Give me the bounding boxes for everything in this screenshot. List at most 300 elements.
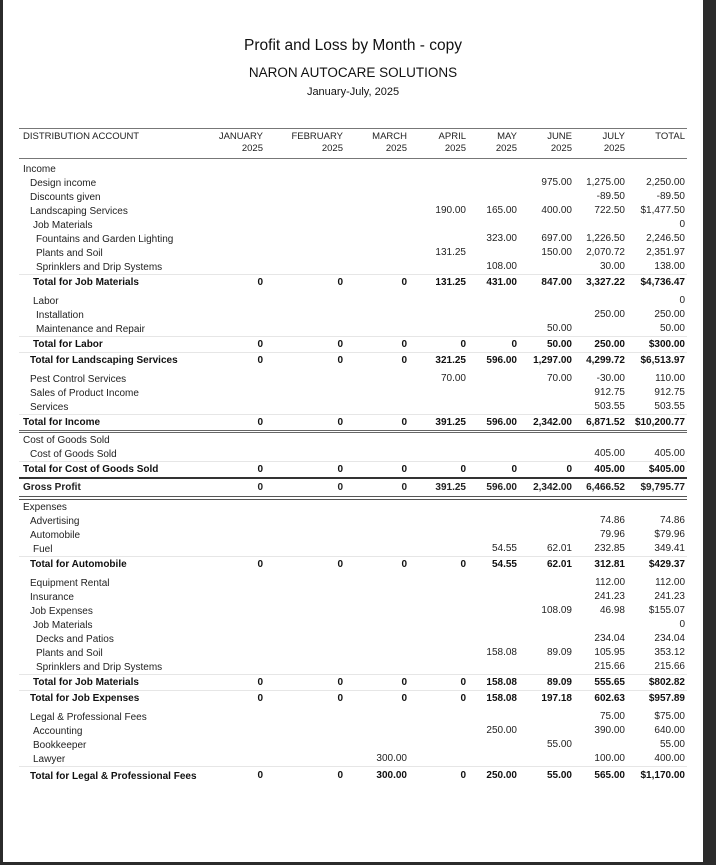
amount-cell [203, 528, 265, 542]
account-row [19, 514, 687, 528]
amount-cell[interactable]: 158.08 [468, 675, 519, 691]
amount-cell [265, 738, 345, 752]
account-name[interactable]: Job Expenses [30, 605, 93, 617]
amount-cell [345, 246, 409, 260]
amount-cell[interactable]: 232.85 [594, 543, 625, 554]
amount-cell [468, 604, 519, 618]
amount-cell[interactable]: 89.09 [519, 675, 574, 691]
amount-cell[interactable]: $10,200.77 [627, 415, 687, 432]
amount-cell [519, 572, 574, 590]
amount-cell: 0 [203, 767, 265, 785]
account-name[interactable]: Discounts given [30, 191, 101, 203]
amount-cell [265, 386, 345, 400]
amount-cell[interactable]: 215.66 [594, 661, 625, 672]
amount-cell[interactable]: 79.96 [599, 529, 625, 540]
amount-cell: 0 [679, 295, 685, 306]
amount-cell: 0 [409, 691, 468, 707]
account-name[interactable]: Sales of Product Income [30, 387, 139, 399]
column-header-april[interactable]: APRIL 2025 [409, 129, 468, 159]
amount-cell [519, 706, 574, 724]
amount-cell[interactable]: 596.00 [468, 478, 519, 498]
amount-cell [409, 176, 468, 190]
amount-cell[interactable]: -89.50 [596, 191, 625, 202]
amount-cell[interactable]: 112.00 [595, 577, 625, 588]
amount-cell[interactable]: 975.00 [541, 177, 572, 188]
amount-cell[interactable]: 241.23 [594, 591, 625, 602]
account-name[interactable]: Fuel [33, 543, 53, 555]
amount-cell: 0 [265, 415, 345, 432]
section-header-row [19, 432, 687, 448]
amount-cell [519, 432, 574, 448]
amount-cell [409, 752, 468, 767]
amount-cell: 0 [265, 767, 345, 785]
amount-cell[interactable]: $6,513.97 [627, 353, 687, 369]
amount-cell: 0 [345, 675, 409, 691]
amount-cell: 0 [203, 478, 265, 498]
amount-cell [468, 514, 519, 528]
amount-cell[interactable]: 250.00 [574, 337, 627, 353]
amount-cell[interactable]: -89.50 [656, 191, 685, 202]
amount-cell[interactable]: 565.00 [574, 767, 627, 785]
amount-cell[interactable]: 89.09 [546, 647, 572, 658]
amount-cell [468, 246, 519, 260]
amount-cell[interactable]: 912.75 [654, 387, 685, 398]
amount-cell [203, 322, 265, 337]
amount-cell[interactable]: 2,342.00 [519, 415, 574, 432]
amount-cell[interactable]: 250.00 [594, 309, 625, 320]
amount-cell [345, 738, 409, 752]
amount-cell[interactable]: 55.00 [519, 767, 574, 785]
amount-cell[interactable]: $155.07 [648, 605, 685, 616]
amount-cell[interactable]: 105.95 [594, 647, 625, 658]
amount-cell[interactable]: 234.04 [654, 633, 685, 644]
account-name[interactable]: Plants and Soil [36, 247, 103, 259]
profit-loss-table [19, 128, 687, 784]
amount-cell [468, 660, 519, 675]
account-name[interactable]: Bookkeeper [33, 739, 87, 751]
amount-cell[interactable]: 158.08 [486, 647, 517, 658]
amount-cell[interactable]: 62.01 [546, 543, 572, 554]
amount-cell [627, 159, 687, 177]
amount-cell[interactable]: $9,795.77 [627, 478, 687, 498]
amount-cell[interactable]: 54.55 [491, 543, 517, 554]
amount-cell: 0 [345, 691, 409, 707]
amount-cell[interactable]: 390.00 [594, 725, 625, 736]
amount-cell[interactable]: 241.23 [654, 591, 685, 602]
amount-cell [265, 646, 345, 660]
account-row [19, 190, 687, 204]
account-name[interactable]: Maintenance and Repair [36, 323, 145, 335]
amount-cell [468, 159, 519, 177]
account-name: Total for Job Materials [19, 275, 203, 291]
amount-cell[interactable]: 100.00 [594, 753, 625, 764]
amount-cell[interactable]: 215.66 [654, 661, 685, 672]
amount-cell [345, 322, 409, 337]
amount-cell [519, 660, 574, 675]
amount-cell [409, 260, 468, 275]
amount-cell [203, 590, 265, 604]
amount-cell [345, 572, 409, 590]
amount-cell[interactable]: 847.00 [519, 275, 574, 291]
amount-cell [409, 322, 468, 337]
amount-cell[interactable]: 2,250.00 [646, 177, 685, 188]
amount-cell: 0 [203, 275, 265, 291]
account-name[interactable]: Accounting [33, 725, 83, 737]
account-name[interactable]: Installation [36, 309, 84, 321]
amount-cell[interactable]: 108.00 [486, 261, 517, 272]
amount-cell[interactable]: 150.00 [541, 247, 572, 258]
column-header-january[interactable]: JANUARY 2025 [203, 129, 265, 159]
account-row [19, 706, 687, 724]
amount-cell[interactable]: 312.81 [574, 557, 627, 573]
amount-cell [574, 738, 627, 752]
amount-cell[interactable]: 54.55 [468, 557, 519, 573]
amount-cell[interactable]: 596.00 [468, 415, 519, 432]
amount-cell [409, 447, 468, 462]
amount-cell [265, 368, 345, 386]
total-row [19, 675, 687, 691]
amount-cell [265, 260, 345, 275]
amount-cell [468, 706, 519, 724]
amount-cell[interactable]: 300.00 [376, 753, 407, 764]
account-name[interactable]: Labor [33, 295, 59, 307]
amount-cell [519, 752, 574, 767]
amount-cell[interactable]: 50.00 [659, 323, 685, 334]
amount-cell [409, 572, 468, 590]
amount-cell [409, 646, 468, 660]
account-name: Total for Job Expenses [19, 691, 203, 707]
account-name: Gross Profit [19, 478, 203, 498]
amount-cell [345, 368, 409, 386]
amount-cell [468, 432, 519, 448]
amount-cell[interactable]: 400.00 [541, 205, 572, 216]
amount-cell: 0 [265, 557, 345, 573]
account-name: Total for Automobile [19, 557, 203, 573]
amount-cell[interactable]: 321.25 [409, 353, 468, 369]
amount-cell[interactable]: 70.00 [440, 373, 466, 384]
amount-cell [409, 618, 468, 632]
amount-cell: 0 [265, 462, 345, 479]
amount-cell[interactable]: 131.25 [435, 247, 466, 258]
amount-cell [203, 308, 265, 322]
amount-cell[interactable]: 131.25 [409, 275, 468, 291]
amount-cell: 0 [265, 353, 345, 369]
total-row [19, 557, 687, 573]
amount-cell [203, 572, 265, 590]
account-name[interactable]: Job Materials [33, 219, 93, 231]
amount-cell [203, 498, 265, 514]
amount-cell[interactable]: $1,477.50 [640, 205, 685, 216]
account-row [19, 368, 687, 386]
amount-cell[interactable]: 234.04 [594, 633, 625, 644]
amount-cell[interactable]: 30.00 [599, 261, 625, 272]
amount-cell[interactable]: 640.00 [654, 725, 685, 736]
amount-cell [265, 724, 345, 738]
amount-cell[interactable]: 110.00 [655, 373, 685, 384]
amount-cell [345, 514, 409, 528]
amount-cell: 0 [265, 675, 345, 691]
amount-cell[interactable]: 405.00 [654, 448, 685, 459]
amount-cell: 0 [203, 557, 265, 573]
amount-cell [265, 618, 345, 632]
amount-cell[interactable]: 602.63 [574, 691, 627, 707]
amount-cell [265, 572, 345, 590]
amount-cell [345, 308, 409, 322]
amount-cell[interactable]: 6,871.52 [574, 415, 627, 432]
account-name: Cost of Goods Sold [19, 432, 203, 448]
account-name[interactable]: Sprinklers and Drip Systems [36, 661, 163, 673]
column-header-may[interactable]: MAY 2025 [468, 129, 519, 159]
amount-cell [468, 447, 519, 462]
amount-cell[interactable]: 55.00 [546, 739, 572, 750]
amount-cell[interactable]: 1,297.00 [519, 353, 574, 369]
amount-cell [519, 218, 574, 232]
column-header-june[interactable]: JUNE 2025 [519, 129, 574, 159]
column-header-february[interactable]: FEBRUARY 2025 [265, 129, 345, 159]
amount-cell [203, 738, 265, 752]
amount-cell [265, 528, 345, 542]
account-row [19, 660, 687, 675]
amount-cell [627, 432, 687, 448]
amount-cell [468, 590, 519, 604]
amount-cell [409, 232, 468, 246]
amount-cell[interactable]: 55.00 [659, 739, 685, 750]
amount-cell [409, 660, 468, 675]
amount-cell [265, 590, 345, 604]
amount-cell[interactable]: 400.00 [654, 753, 685, 764]
amount-cell [203, 290, 265, 308]
amount-cell [265, 246, 345, 260]
amount-cell [409, 528, 468, 542]
account-row [19, 218, 687, 232]
account-row [19, 322, 687, 337]
amount-cell[interactable]: $1,170.00 [627, 767, 687, 785]
account-name[interactable]: Automobile [30, 529, 81, 541]
account-row [19, 646, 687, 660]
amount-cell[interactable]: 503.55 [654, 401, 685, 412]
amount-cell [265, 290, 345, 308]
amount-cell [345, 542, 409, 557]
column-header-july[interactable]: JULY 2025 [574, 129, 627, 159]
amount-cell [265, 542, 345, 557]
account-name[interactable]: Services [30, 401, 69, 413]
total-row [19, 462, 687, 479]
amount-cell[interactable]: 197.18 [519, 691, 574, 707]
column-header-total[interactable]: TOTAL [627, 129, 687, 159]
amount-cell [345, 498, 409, 514]
amount-cell[interactable]: 2,351.97 [646, 247, 685, 258]
amount-cell [203, 646, 265, 660]
amount-cell [345, 447, 409, 462]
amount-cell[interactable]: 158.08 [468, 691, 519, 707]
amount-cell[interactable]: 405.00 [594, 448, 625, 459]
amount-cell [409, 590, 468, 604]
amount-cell [345, 604, 409, 618]
amount-cell[interactable]: $802.82 [627, 675, 687, 691]
amount-cell [574, 218, 627, 232]
amount-cell [519, 308, 574, 322]
amount-cell[interactable]: 70.00 [546, 373, 572, 384]
amount-cell: 0 [265, 275, 345, 291]
amount-cell: 0 [265, 691, 345, 707]
account-name[interactable]: Sprinklers and Drip Systems [36, 261, 163, 273]
amount-cell: 0 [345, 415, 409, 432]
amount-cell[interactable]: 250.00 [486, 725, 517, 736]
account-name: Total for Income [19, 415, 203, 432]
amount-cell[interactable]: 323.00 [486, 233, 517, 244]
amount-cell[interactable]: 138.00 [654, 261, 685, 272]
amount-cell [203, 724, 265, 738]
amount-cell [409, 386, 468, 400]
amount-cell [519, 447, 574, 462]
report-body [19, 159, 687, 785]
amount-cell [409, 706, 468, 724]
amount-cell[interactable]: 722.50 [594, 205, 625, 216]
account-name[interactable]: Design income [30, 177, 97, 189]
amount-cell [265, 514, 345, 528]
amount-cell[interactable]: 190.00 [435, 205, 466, 216]
amount-cell [345, 260, 409, 275]
account-row [19, 738, 687, 752]
account-name[interactable]: Insurance [30, 591, 74, 603]
amount-cell [519, 514, 574, 528]
amount-cell [468, 632, 519, 646]
amount-cell[interactable]: 1,226.50 [586, 233, 625, 244]
amount-cell[interactable]: 503.55 [594, 401, 625, 412]
amount-cell [345, 232, 409, 246]
amount-cell [345, 646, 409, 660]
account-row [19, 618, 687, 632]
amount-cell[interactable]: 3,327.22 [574, 275, 627, 291]
amount-cell: 0 [409, 675, 468, 691]
amount-cell [468, 322, 519, 337]
amount-cell [468, 218, 519, 232]
amount-cell[interactable]: 596.00 [468, 353, 519, 369]
amount-cell[interactable]: 165.00 [486, 205, 517, 216]
account-name[interactable]: Job Materials [33, 619, 93, 631]
amount-cell[interactable]: 74.86 [659, 515, 685, 526]
amount-cell [574, 618, 627, 632]
amount-cell [265, 660, 345, 675]
amount-cell [265, 400, 345, 415]
amount-cell[interactable]: 2,342.00 [519, 478, 574, 498]
amount-cell[interactable]: 405.00 [574, 462, 627, 479]
amount-cell[interactable]: 50.00 [519, 337, 574, 353]
amount-cell [468, 368, 519, 386]
amount-cell[interactable]: 250.00 [468, 767, 519, 785]
amount-cell [468, 308, 519, 322]
amount-cell[interactable]: 349.41 [654, 543, 685, 554]
amount-cell[interactable]: $405.00 [627, 462, 687, 479]
amount-cell[interactable]: $4,736.47 [627, 275, 687, 291]
amount-cell[interactable]: 62.01 [519, 557, 574, 573]
amount-cell [345, 632, 409, 646]
amount-cell[interactable]: 6,466.52 [574, 478, 627, 498]
amount-cell[interactable]: $429.37 [627, 557, 687, 573]
account-name[interactable]: Legal & Professional Fees [30, 711, 147, 723]
amount-cell [345, 176, 409, 190]
amount-cell[interactable]: 391.25 [409, 478, 468, 498]
amount-cell[interactable]: $300.00 [627, 337, 687, 353]
account-row [19, 386, 687, 400]
amount-cell: 0 [345, 557, 409, 573]
amount-cell[interactable]: $75.00 [654, 711, 685, 722]
amount-cell[interactable]: 75.00 [599, 711, 625, 722]
amount-cell[interactable]: $79.96 [654, 529, 685, 540]
amount-cell [519, 260, 574, 275]
amount-cell [203, 190, 265, 204]
amount-cell[interactable]: 912.75 [594, 387, 625, 398]
amount-cell[interactable]: -30.00 [596, 373, 625, 384]
account-name[interactable]: Fountains and Garden Lighting [36, 233, 174, 245]
amount-cell [265, 232, 345, 246]
amount-cell[interactable]: 250.00 [654, 309, 685, 320]
amount-cell [203, 447, 265, 462]
report-title: Profit and Loss by Month - copy [244, 37, 462, 54]
account-name[interactable]: Landscaping Services [30, 205, 128, 217]
amount-cell[interactable]: 46.98 [599, 605, 625, 616]
amount-cell[interactable]: $957.89 [627, 691, 687, 707]
amount-cell [345, 590, 409, 604]
account-row [19, 290, 687, 308]
amount-cell [203, 232, 265, 246]
amount-cell [203, 368, 265, 386]
total-row [19, 337, 687, 353]
column-header-account[interactable]: DISTRIBUTION ACCOUNT [19, 129, 203, 159]
amount-cell [203, 514, 265, 528]
account-name[interactable]: Equipment Rental [30, 577, 110, 589]
amount-cell [468, 618, 519, 632]
amount-cell[interactable]: 108.09 [541, 605, 572, 616]
amount-cell[interactable]: 112.00 [655, 577, 685, 588]
amount-cell[interactable]: 391.25 [409, 415, 468, 432]
column-header-march[interactable]: MARCH 2025 [345, 129, 409, 159]
amount-cell [409, 190, 468, 204]
account-name: Total for Legal & Professional Fees [19, 767, 203, 785]
amount-cell [519, 159, 574, 177]
company-name: NARON AUTOCARE SOLUTIONS [248, 65, 458, 80]
amount-cell[interactable]: 353.12 [654, 647, 685, 658]
amount-cell [468, 400, 519, 415]
total-row [19, 353, 687, 369]
account-name: Expenses [23, 501, 67, 513]
amount-cell[interactable]: 555.65 [574, 675, 627, 691]
amount-cell[interactable]: 2,070.72 [586, 247, 625, 258]
account-name[interactable]: Plants and Soil [36, 647, 103, 659]
amount-cell[interactable]: 4,299.72 [574, 353, 627, 369]
amount-cell[interactable]: 50.00 [546, 323, 572, 334]
account-row [19, 724, 687, 738]
column-header-row [19, 129, 687, 159]
amount-cell[interactable]: 697.00 [541, 233, 572, 244]
amount-cell[interactable]: 300.00 [345, 767, 409, 785]
account-name[interactable]: Decks and Patios [36, 633, 114, 645]
account-name[interactable]: Lawyer [33, 753, 66, 765]
account-name[interactable]: Advertising [30, 515, 80, 527]
amount-cell[interactable]: 431.00 [468, 275, 519, 291]
amount-cell [468, 176, 519, 190]
amount-cell: 0 [345, 337, 409, 353]
amount-cell: 0 [203, 691, 265, 707]
amount-cell [203, 204, 265, 218]
amount-cell[interactable]: 1,275.00 [586, 177, 625, 188]
account-name[interactable]: Cost of Goods Sold [30, 448, 117, 460]
amount-cell [409, 604, 468, 618]
amount-cell [468, 738, 519, 752]
amount-cell[interactable]: 2,246.50 [646, 233, 685, 244]
amount-cell[interactable]: 74.86 [599, 515, 625, 526]
account-name[interactable]: Pest Control Services [30, 373, 127, 385]
